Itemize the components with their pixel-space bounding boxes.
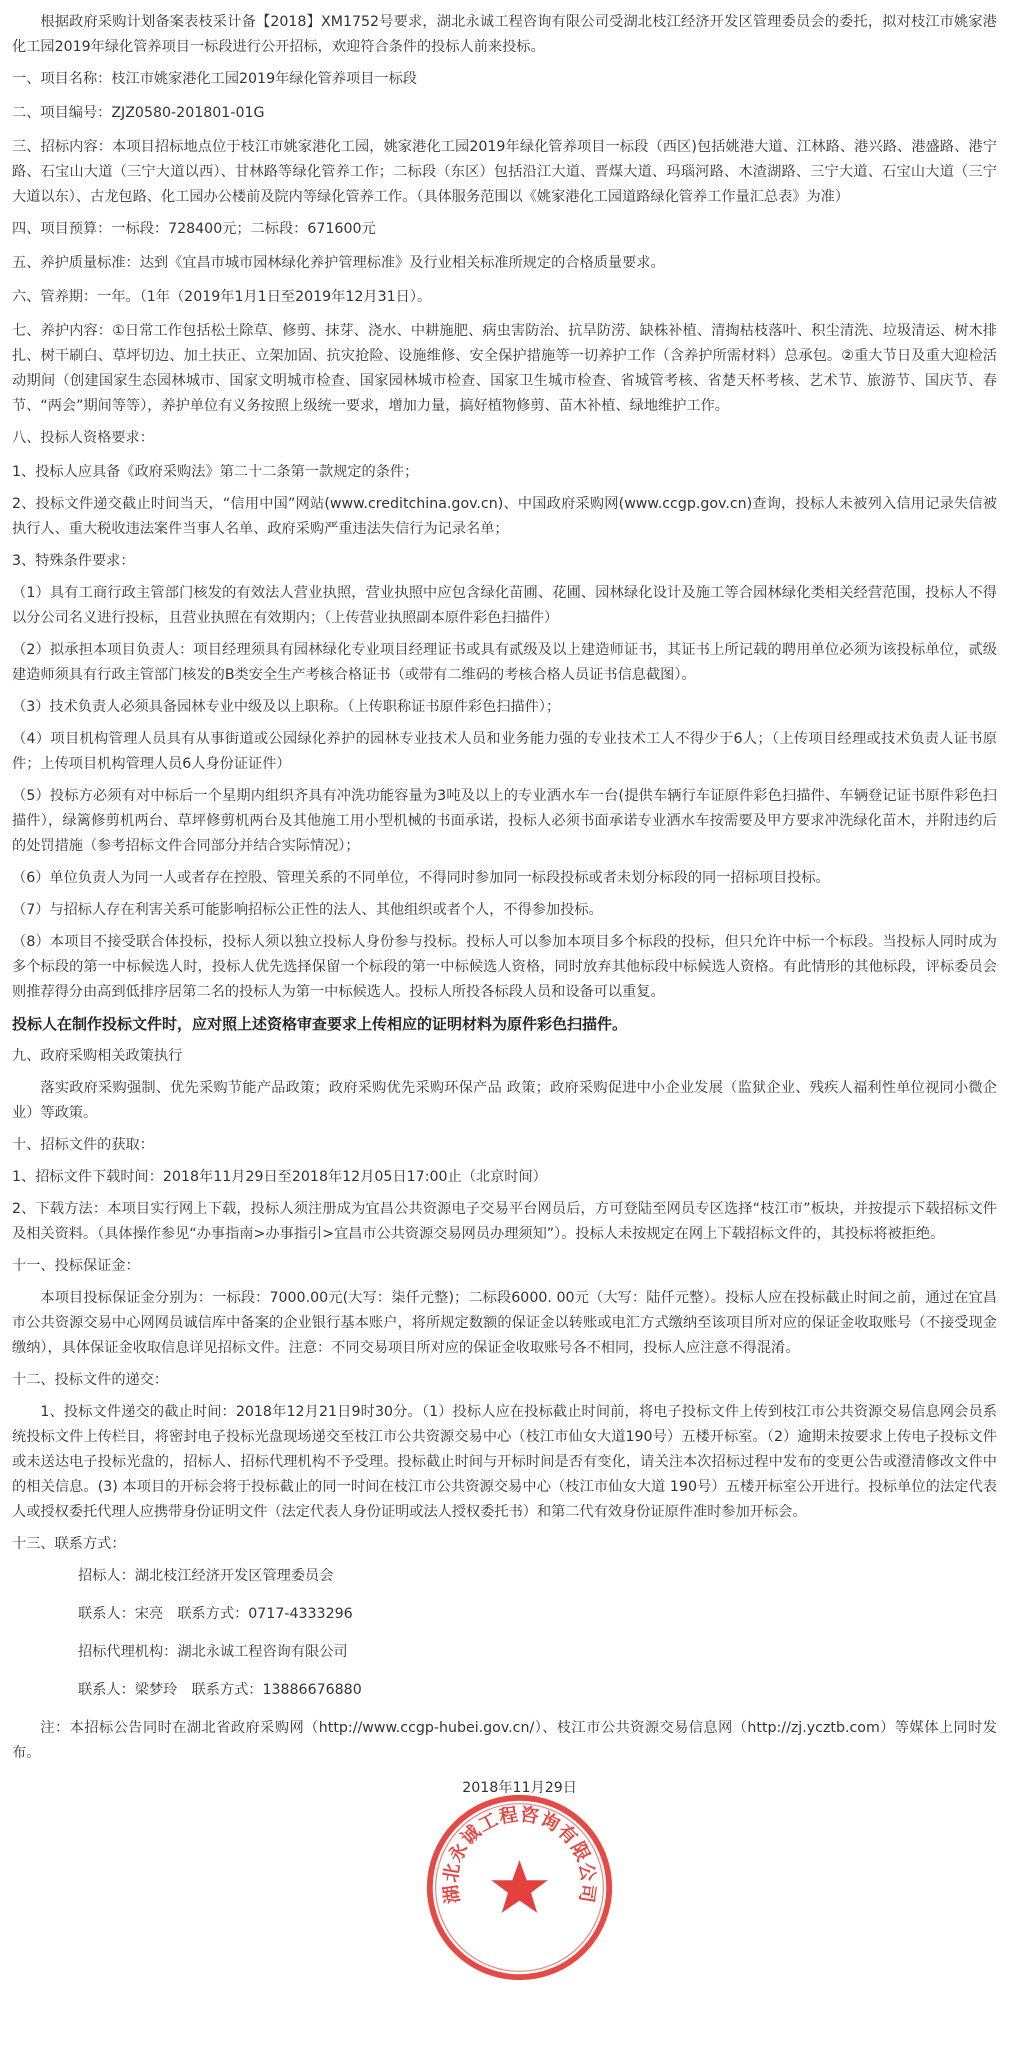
qualification-2: 2、投标文件递交截止时间当天，“信用中国”网站(www.creditchina.gov.cn)、中国政府采购网(www.ccgp.gov.cn)查询，投标人未被列入信用记录失信被执行人、重大税收违法案件当事人名单、政府采购严重违法失信行为记录名单； [12,496,997,537]
document-acquisition-heading: 十、招标文件的获取： [12,1137,154,1153]
tenderer-contact: 联系人：宋亮 联系方式：0717-4333296 [78,1606,353,1622]
stamp-text: 湖北永诚工程咨询有限公司 [440,1804,599,1905]
maintenance-content: 七、养护内容：①日常工作包括松土除草、修剪、抹芽、浇水、中耕施肥、病虫害防治、抗旱防涝、缺株补植、清掏枯枝落叶、积尘清洗、垃圾清运、树木排扎、树干刷白、草坪切边、加土扶正、立架加固、抗灾抢险、设施维修、安全保护措施等一切养护工作（含养护所需材料）总承包。②重大节日及重大迎检活动期间（创建国家生态园林城市、国家文明城市检查、国家园林城市检查、国家卫生城市检查、省城管考核、省楚天杯考核、艺术节、旅游节、国庆节、春节、“两会”期间等等），养护单位有义务按照上级统一要求，增加力量，搞好植物修剪、苗木补植、绿地维护工作。 [12,323,997,414]
publication-note: 注：本招标公告同时在湖北省政府采购网（http://www.ccgp-hubei.gov.cn/）、枝江市公共资源交易信息网（http://zj.ycztb.com）等媒体上同时发布。 [12,1720,997,1761]
quality-standard: 五、养护质量标准：达到《宜昌市城市园林绿化养护管理标准》及行业相关标准所规定的合格质量要求。 [12,255,665,271]
download-method: 2、下载方法：本项目实行网上下载，投标人须注册成为宜昌公共资源电子交易平台网员后，方可登陆至网员专区选择“枝江市”板块，并按提示下载招标文件及相关资料。（具体操作参见“办事指南>办事指引>宜昌市公共资源交易网员办理须知”）。投标人未按规定在网上下载招标文件的，其投标将被拒绝。 [12,1201,997,1242]
qualification-1: 1、投标人应具备《政府采购法》第二十二条第一款规定的条件； [12,464,419,480]
special-condition-3: （3）技术负责人必须具备园林专业中级及以上职称。（上传职称证书原件彩色扫描件）； [12,699,561,715]
deposit-body: 本项目投标保证金分别为：一标段：7000.00元(大写：柒仟元整)；二标段6000. 00元（大写：陆仟元整）。投标人应在投标截止时间之前，通过在宜昌市公共资源交易中心网网员诚信库中备案的企业银行基本账户，将所规定数额的保证金以转账或电汇方式缴纳至该项目所对应的保证金收取账号（不接受现金缴纳），具体保证金收取信息详见招标文件。注意：不同交易项目所对应的保证金收取账号各不相同，投标人应注意不得混淆。 [12,1290,997,1356]
announcement-date: 2018年11月29日 [462,1780,577,1796]
intro-paragraph: 根据政府采购计划备案表枝采计备【2018】XM1752号要求，湖北永诚工程咨询有限公司受湖北枝江经济开发区管理委员会的委托，拟对枝江市姚家港化工园2019年绿化管养项目一标段进行公开招标，欢迎符合条件的投标人前来投标。 [12,14,997,55]
policy-heading: 九、政府采购相关政策执行 [12,1048,183,1064]
project-name: 一、项目名称：枝江市姚家港化工园2019年绿化管养项目一标段 [12,71,417,87]
special-condition-8: （8）本项目不接受联合体投标，投标人须以独立投标人身份参与投标。投标人可以参加本项目多个标段的投标，但只允许中标一个标段。当投标人同时成为多个标段的第一中标候选人时，投标人优先选择保留一个标段的第一中标候选人资格，同时放弃其他标段中标候选人资格。有此情形的其他标段，评标委员会则推荐得分由高到低排序居第二名的投标人为第一中标候选人。投标人所投各标段人员和设备可以重复。 [12,934,997,1000]
svg-text:湖北永诚工程咨询有限公司 [440,1803,599,1905]
agency-name: 招标代理机构：湖北永诚工程咨询有限公司 [78,1644,348,1660]
special-condition-2: （2）拟承担本项目负责人：项目经理须具有园林绿化专业项目经理证书或具有贰级及以上建造师证书，其证书上所记载的聘用单位必须为该投标单位，贰级建造师须具有行政主管部门核发的B类安全生产考核合格证书（或带有二维码的考核合格人员证书信息截图）。 [12,642,997,683]
maintenance-period: 六、管养期：一年。（1年（2019年1月1日至2019年12月31日）。 [12,289,432,305]
download-time: 1、招标文件下载时间：2018年11月29日至2018年12月05日17:00止（北京时间） [12,1169,547,1185]
policy-body: 落实政府采购强制、优先采购节能产品政策；政府采购优先采购环保产品 政策；政府采购促进中小企业发展（监狱企业、残疾人福利性单位视同小微企业）等政策。 [12,1080,997,1121]
special-condition-6: （6）单位负责人为同一人或者存在控股、管理关系的不同单位，不得同时参加同一标段投标或者未划分标段的同一招标项目投标。 [12,870,830,886]
agency-contact: 联系人：梁梦玲 联系方式：13886676880 [78,1682,362,1698]
special-condition-5: （5）投标方必须有对中标后一个星期内组织齐具有冲洗功能容量为3吨及以上的专业洒水车一台(提供车辆行车证原件彩色扫描件、车辆登记证书原件彩色扫描件），绿篱修剪机两台、草坪修剪机两台及其他施工用小型机械的书面承诺，投标人必须书面承诺专业洒水车按需要及甲方要求冲洗绿化苗木，并附违约后的处罚措施（参考招标文件合同部分并结合实际情况）； [12,788,997,854]
qualification-heading: 八、投标人资格要求： [12,430,154,446]
submission-heading: 十二、投标文件的递交： [12,1372,169,1388]
special-condition-7: （7）与招标人存在利害关系可能影响招标公正性的法人、其他组织或者个人，不得参加投标。 [12,902,603,918]
company-seal-stamp [422,1790,617,1985]
stamp-star-icon [491,1860,548,1913]
project-budget: 四、项目预算：一标段：728400元；二标段：671600元 [12,221,376,237]
deposit-heading: 十一、投标保证金： [12,1258,140,1274]
special-condition-4: （4）项目机构管理人员具有从事街道或公园绿化养护的园林专业技术人员和业务能力强的专业技术工人不得少于6人；（上传项目经理或技术负责人证书原件；上传项目机构管理人员6人身份证证件） [12,731,997,772]
bid-content: 三、招标内容：本项目招标地点位于枝江市姚家港化工园，姚家港化工园2019年绿化管养项目一标段（西区)包括姚港大道、江林路、港兴路、港盛路、港宁路、石宝山大道（三宁大道以西）、甘林路等绿化管养工作；二标段（东区）包括沿江大道、晋煤大道、玛瑙河路、木渣湖路、三宁大道、石宝山大道（三宁大道以东）、古龙包路、化工园办公楼前及院内等绿化管养工作。（具体服务范围以《姚家港化工园道路绿化管养工作量汇总表》为准） [12,139,997,205]
qualification-3: 3、特殊条件要求： [12,553,135,569]
bold-note: 投标人在制作投标文件时，应对照上述资格审查要求上传相应的证明材料为原件彩色扫描件。 [12,1015,628,1033]
submission-body: 1、投标文件递交的截止时间：2018年12月21日9时30分。（1）投标人应在投标截止时间前，将电子投标文件上传到枝江市公共资源交易信息网会员系统投标文件上传栏目，将密封电子投标光盘现场递交至枝江市公共资源交易中心（枝江市仙女大道190号）五楼开标室。（2）逾期未按要求上传电子投标文件或未送达电子投标光盘的，招标人、招标代理机构不予受理。投标截止时间与开标时间是否有变化，请关注本次招标过程中发布的变更公告或澄清修改文件中的相关信息。(3) 本项目的开标会将于投标截止的同一时间在枝江市公共资源交易中心（枝江市仙女大道 190号）五楼开标室公开进行。投标单位的法定代表人或授权委托代理人应携带身份证明文件（法定代表人身份证明或法人授权委托书）和第二代有效身份证原件准时参加开标会。 [12,1404,997,1520]
project-number: 二、项目编号：ZJZ0580-201801-01G [12,105,265,121]
tenderer-name: 招标人：湖北枝江经济开发区管理委员会 [78,1568,334,1584]
announcement-document [12,10,997,1808]
special-condition-1: （1）具有工商行政主管部门核发的有效法人营业执照，营业执照中应包含绿化苗圃、花圃、园林绿化设计及施工等合园林绿化类相关经营范围，投标人不得以分公司名义进行投标，且营业执照在有效期内；（上传营业执照副本原件彩色扫描件） [12,585,997,626]
contact-heading: 十三、联系方式： [12,1536,126,1552]
